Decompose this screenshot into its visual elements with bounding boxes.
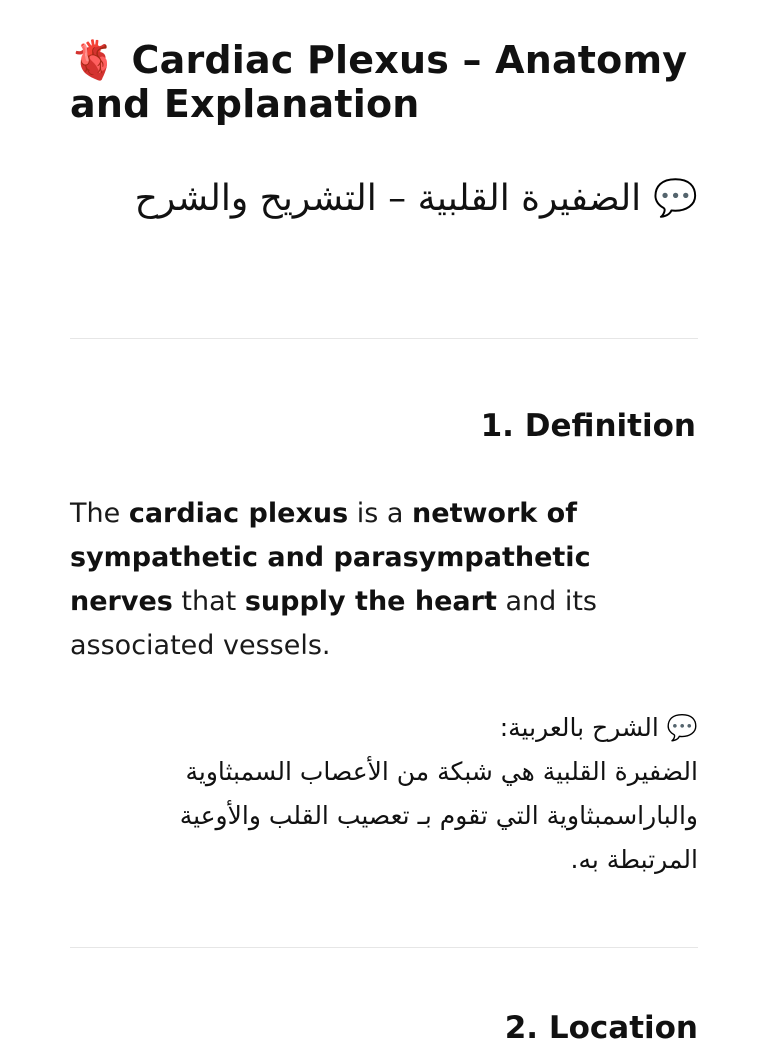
speech-bubble-icon: 💬 <box>666 713 698 742</box>
section-divider <box>70 338 698 339</box>
arabic-explanation-text: الضفيرة القلبية هي شبكة من الأعصاب السمبثاوية والباراسمبثاوية التي تقوم بـ تعصيب القلب والأوعية المرتبطة به. <box>179 757 698 874</box>
section-heading-location: 2. Location <box>504 1010 698 1046</box>
arabic-explanation <box>100 706 698 882</box>
bold-term: cardiac plexus <box>128 498 349 529</box>
text-run: and its associated vessels. <box>70 586 597 661</box>
text-run: that <box>172 586 245 617</box>
text-run: is a <box>348 498 413 529</box>
arabic-explanation-label <box>100 706 698 750</box>
page-title-text: Cardiac Plexus – Anatomy and Explanation <box>70 38 688 126</box>
speech-bubble-icon: 💬 <box>653 178 698 219</box>
page-title-arabic <box>110 176 698 222</box>
bold-term: network of sympathetic and parasympathetic nerves <box>70 498 591 617</box>
arabic-label-text: الشرح بالعربية: <box>499 713 659 742</box>
heart-icon: 🫀 <box>70 38 118 82</box>
section-heading-definition: 1. Definition <box>480 408 696 444</box>
page-title <box>70 38 698 126</box>
definition-paragraph <box>70 492 698 668</box>
text-run: The <box>70 498 129 529</box>
section-divider <box>70 947 698 948</box>
bold-term: supply the heart <box>244 586 497 617</box>
page-title-arabic-text: الضفيرة القلبية – التشريح والشرح <box>134 178 642 219</box>
